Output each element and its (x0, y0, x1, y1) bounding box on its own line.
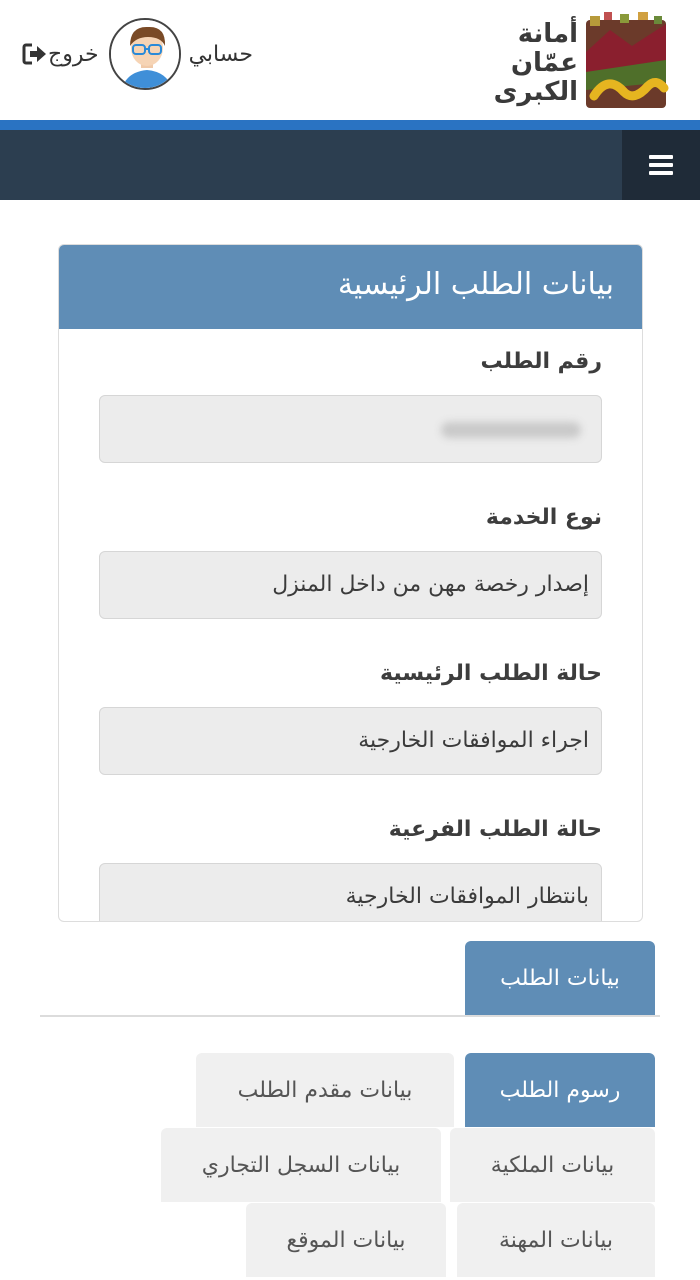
request-main-panel (58, 244, 643, 922)
logo-line-1: أمانة (517, 19, 578, 49)
service-type-field[interactable]: إصدار رخصة مهن من داخل المنزل (99, 551, 602, 619)
request-number-field[interactable] (99, 395, 602, 463)
logout-label: خروج (48, 41, 99, 67)
tab-request-fees[interactable]: رسوم الطلب (465, 1053, 655, 1127)
tab-ownership-data[interactable]: بيانات الملكية (450, 1128, 655, 1202)
menu-toggle-button[interactable] (622, 130, 700, 200)
tab-request-data[interactable]: بيانات الطلب (465, 941, 655, 1015)
avatar[interactable] (109, 18, 181, 90)
main-status-label: حالة الطلب الرئيسية (380, 661, 602, 686)
main-status-field[interactable]: اجراء الموافقات الخارجية (99, 707, 602, 775)
logo-text (494, 20, 578, 107)
tab-divider (40, 1015, 660, 1017)
tab-location-data[interactable]: بيانات الموقع (246, 1203, 446, 1277)
tab-profession-data[interactable]: بيانات المهنة (457, 1203, 655, 1277)
top-header (0, 0, 700, 120)
user-area (16, 16, 253, 92)
gam-logo[interactable] (493, 10, 672, 115)
redacted-value (441, 422, 581, 438)
request-number-label: رقم الطلب (480, 349, 602, 374)
accent-bar (0, 120, 700, 130)
service-type-label: نوع الخدمة (485, 505, 602, 530)
hamburger-icon (649, 154, 673, 176)
sub-status-field[interactable]: بانتظار الموافقات الخارجية (99, 863, 602, 922)
user-avatar-icon (111, 20, 181, 90)
logo-line-2: عمّان (510, 48, 578, 78)
sign-out-icon (22, 43, 48, 65)
account-link[interactable]: حسابي (188, 41, 253, 67)
tab-applicant-data[interactable]: بيانات مقدم الطلب (196, 1053, 454, 1127)
nav-bar (0, 130, 700, 200)
tab-commercial-register[interactable]: بيانات السجل التجاري (161, 1128, 441, 1202)
panel-title: بيانات الطلب الرئيسية (59, 245, 642, 329)
logout-button[interactable] (16, 42, 99, 67)
logo-line-3: الكبرى (493, 77, 578, 107)
logo-emblem-icon (580, 12, 672, 112)
panel-body (59, 329, 642, 922)
sub-status-label: حالة الطلب الفرعية (388, 817, 602, 842)
